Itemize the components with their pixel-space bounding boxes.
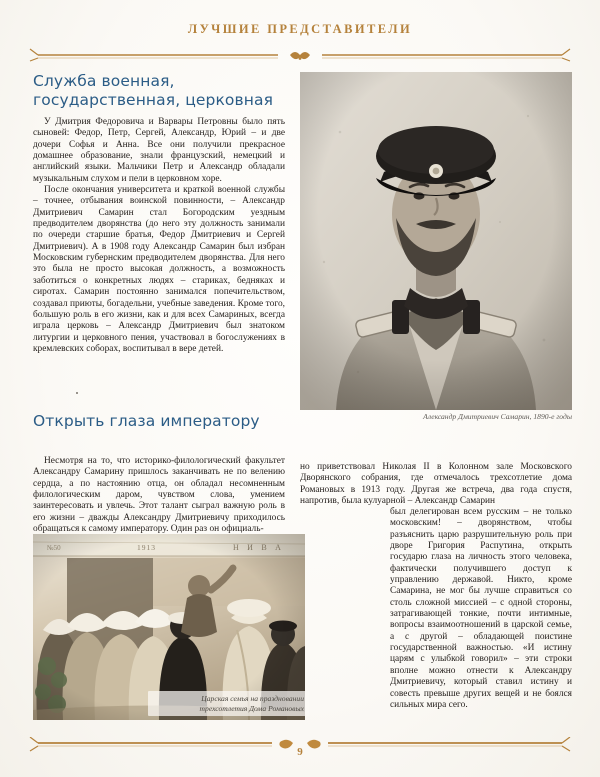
body-text-column-two-wrap <box>390 507 572 711</box>
section-heading-service: Служба военная, государственная, церковная <box>33 72 274 109</box>
paragraph: После окончания университета и краткой военной службы – точнее, отбывания воинской повинности, – Александр Дмитриевич Самарин стал Богородским уездным предводителем дворянства (до него эту должность занимали по очереди старшие братья, Федор Дмитриевич и Сергей Дмитриевич). А в 1908 году Александр Самарин был избран Московским губернским предводителем дворянства. Для него это была не просто высокая должность, а возможность заботиться о конкретных людях – стариках, бедняках и сиротах. Самарин постоянно занимался попечительством, создавал приюты, богадельни, учебные заведения. Кроме того, большую роль в его жизни, как и для всех Самариных, всегда играла церковь – Александр Дмитриевич был знатоком литургии и церковного пения, участвовал в богослужениях в кремлевских соборах, воспитывал в вере детей. <box>33 185 285 354</box>
ornamental-rule-top <box>28 48 572 62</box>
paragraph: Несмотря на то, что историко-филологический факультет Александру Самарину пришлось заканчивать не по велению сердца, а по настоянию отца, он обладал несомненным филологическим даром, чувством слова, умением заинтересовать и увлечь. Этот талант сыграл важную роль в его жизни – дважды Александру Дмитриевичу приходилось обращаться к самому императору. Один раз он официаль- <box>33 456 285 535</box>
imperial-family-photo-caption: Царская семья на праздновании трехсотлетия Дома Романовых <box>148 691 309 716</box>
portrait-photo <box>300 72 572 410</box>
page-number: 9 <box>297 746 303 758</box>
paragraph: но приветствовал Николая II в Колонном зале Московского Дворянского собрания, где отмечалось трехсотлетие дома Романовых в 1913 году. Другая же встреча, два года спустя, напротив, была кулуарной – Александр Самарин <box>300 462 572 507</box>
portrait-photo-caption: Александр Дмитриевич Самарин, 1890-е годы <box>423 412 572 421</box>
body-text-column-two-top <box>300 462 572 507</box>
text-separator-dot <box>76 392 78 394</box>
paragraph: У Дмитрия Федоровича и Варвары Петровны было пять сыновей: Федор, Петр, Сергей, Александр, Юрий – и две дочери Софья и Анна. Все они получили прекрасное домашнее образование, знали французский, немецкий и английский языки. Мальчики Петр и Александр обладали музыкальным слухом и пели в церковном хоре. <box>33 117 285 184</box>
body-text-column-one-top <box>33 117 285 355</box>
running-head: ЛУЧШИЕ ПРЕДСТАВИТЕЛИ <box>187 22 413 36</box>
body-text-column-one-bottom <box>33 456 285 535</box>
paragraph: был делегирован всем русским – не только московским! – дворянством, чтобы разъяснить царю разрушительную роль при дворе Григория Распутина, открыть государю глаза на личность этого человека, фактически получившего доступ к управлению державой. Никто, кроме Самарина, не мог бы лучше справиться со столь сложной миссией – с одной стороны, затрагивающей тонкие, почти интимные, вопросы взаимоотношений в царской семье, а с другой – обладающей поистине государственной важностью. «И истину царям с улыбкой говорил» – эти строки вполне можно отнести к Александру Дмитриевичу, который ставил истину и совесть превыше других вещей и не боялся сильных мира сего. <box>390 507 572 710</box>
section-heading-emperor: Открыть глаза императору <box>33 412 260 430</box>
